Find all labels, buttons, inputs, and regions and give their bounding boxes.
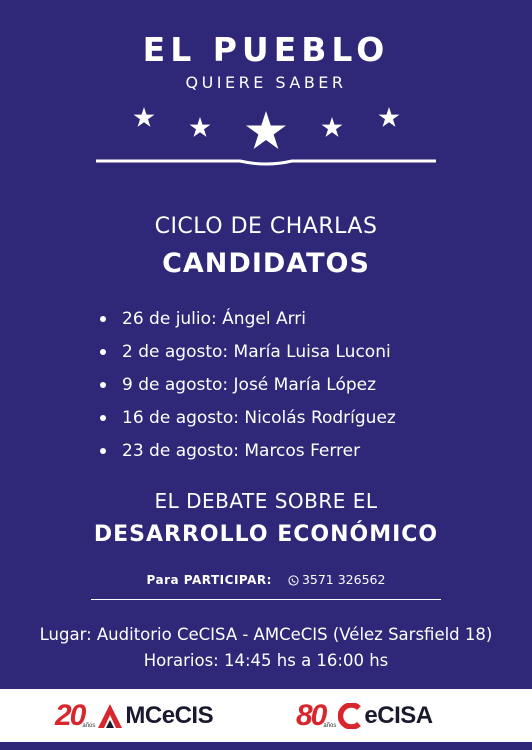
schedule-list xyxy=(100,302,396,467)
contact-label: Para PARTICIPAR: xyxy=(146,573,272,587)
decorative-wave-line xyxy=(96,161,436,164)
phone-link[interactable] xyxy=(288,572,386,588)
amcecis-name: MCeCIS xyxy=(125,701,214,729)
star-icon xyxy=(190,117,211,137)
schedule-item-text: 9 de agosto: José María López xyxy=(122,374,377,395)
schedule-item xyxy=(100,401,396,434)
brand-title: EL PUEBLO xyxy=(142,30,390,69)
sponsor-footer xyxy=(0,689,532,742)
brand-subtitle: QUIERE SABER xyxy=(185,73,347,92)
anniversary-number: 80 xyxy=(296,698,326,732)
anniversary-years: años xyxy=(323,723,337,729)
schedule-item xyxy=(100,434,396,467)
cecisa-logo xyxy=(296,689,433,742)
star-icon xyxy=(322,117,343,137)
star-icon xyxy=(246,111,286,149)
schedule-item-text: 23 de agosto: Marcos Ferrer xyxy=(122,440,361,461)
schedule-item xyxy=(100,368,396,401)
contact-row xyxy=(0,572,532,588)
anniversary-number: 20 xyxy=(55,698,85,732)
amcecis-logo xyxy=(55,689,213,742)
schedule-item-text: 26 de julio: Ángel Arri xyxy=(122,308,306,329)
bullet-icon xyxy=(100,415,106,421)
topic-intro: EL DEBATE SOBRE EL xyxy=(154,489,378,513)
anniversary-years: años xyxy=(82,723,96,729)
series-title: CICLO DE CHARLAS xyxy=(154,214,378,239)
schedule-item xyxy=(100,335,396,368)
bullet-icon xyxy=(100,349,106,355)
schedule-item-text: 16 de agosto: Nicolás Rodríguez xyxy=(122,407,396,428)
schedule-item xyxy=(100,302,396,335)
schedule-item-text: 2 de agosto: María Luisa Luconi xyxy=(122,341,391,362)
star-icon xyxy=(134,107,155,127)
amcecis-mark-icon xyxy=(97,703,123,729)
whatsapp-icon xyxy=(288,575,299,586)
cecisa-name: eCISA xyxy=(364,701,433,729)
bullet-icon xyxy=(100,316,106,322)
bullet-icon xyxy=(100,448,106,454)
hours-text: Horarios: 14:45 hs a 16:00 hs xyxy=(143,651,389,670)
topic-title: DESARROLLO ECONÓMICO xyxy=(93,522,439,547)
divider xyxy=(91,599,441,600)
phone-number: 3571 326562 xyxy=(301,572,386,587)
star-icon xyxy=(379,107,400,127)
bottom-band xyxy=(0,742,532,750)
stars-decoration xyxy=(90,100,442,172)
cecisa-mark-icon xyxy=(338,703,362,729)
venue-text: Lugar: Auditorio CeCISA - AMCeCIS (Vélez Sarsfield 18) xyxy=(39,625,493,644)
bullet-icon xyxy=(100,382,106,388)
series-heading: CANDIDATOS xyxy=(162,248,370,279)
